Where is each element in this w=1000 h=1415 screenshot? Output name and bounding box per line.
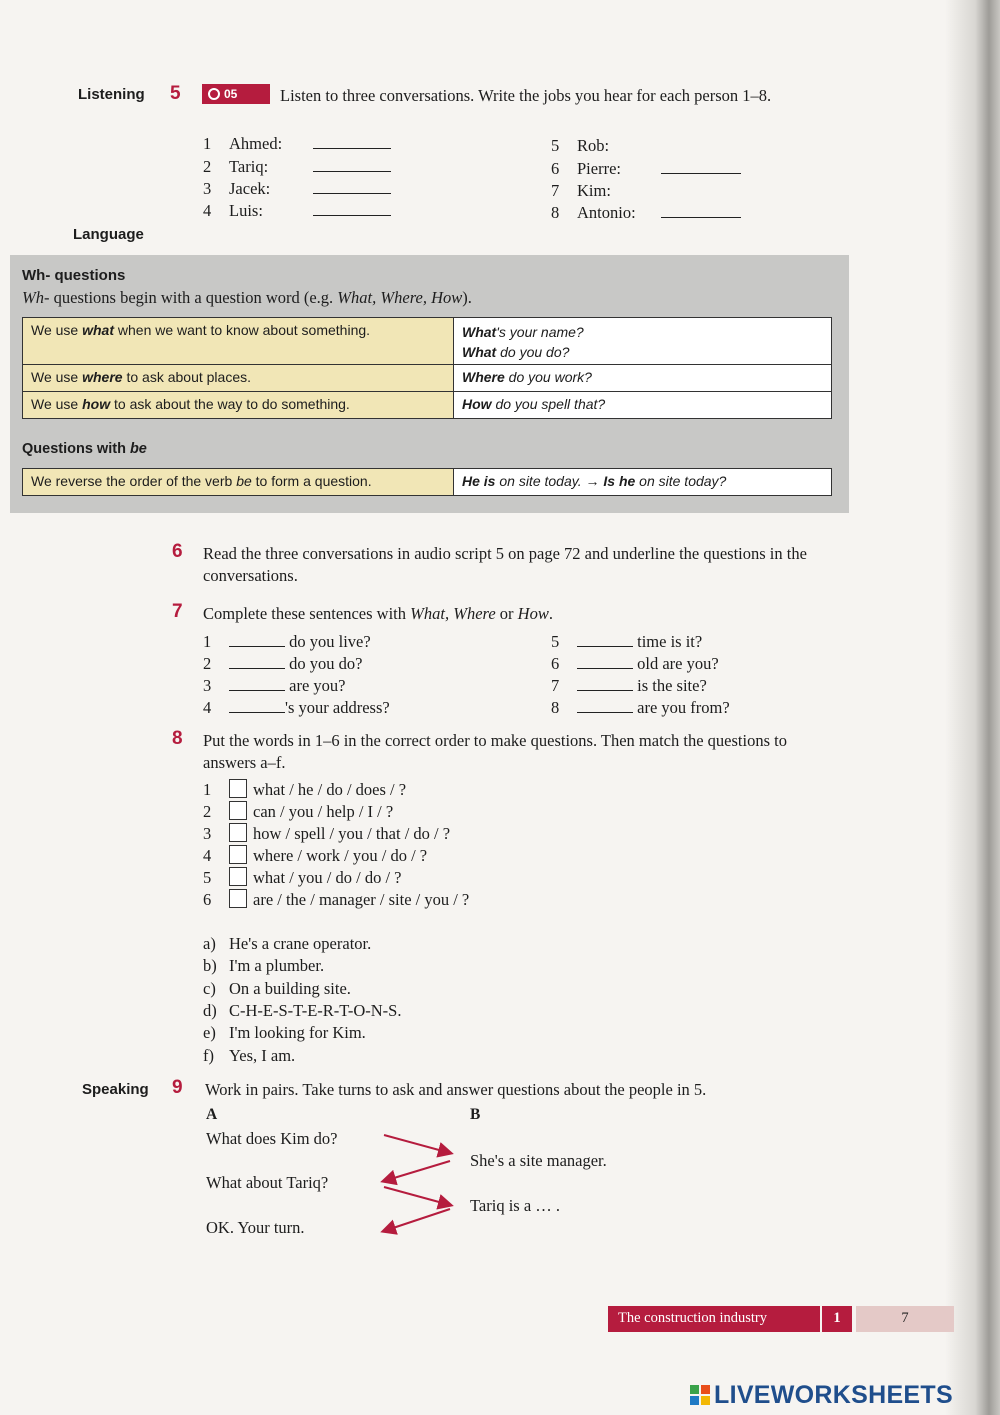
wh-example-where: Where do you work? xyxy=(454,364,832,392)
ex8-answer-box-1[interactable] xyxy=(229,779,247,798)
ex5-answer-blank-4[interactable] xyxy=(313,201,391,216)
ex7-item-2: 2 do you do? xyxy=(203,654,363,673)
wh-example-how: How do you spell that? xyxy=(454,391,832,419)
ex8-item-3: 3 how / spell / you / that / do / ? xyxy=(203,824,451,843)
liveworksheets-logo-icon xyxy=(690,1385,710,1405)
ex7-item-1: 1 do you live? xyxy=(203,632,371,651)
ex5-item-4: 4 Luis: xyxy=(203,201,391,221)
exercise-8-instruction: Put the words in 1–6 in the correct order to make questions. Then match the questions to answers a–f. xyxy=(203,731,787,772)
wh-rule-how: We use how to ask about the way to do something. xyxy=(22,391,454,419)
wh-example-what: What's your name? What do you do? xyxy=(454,317,832,365)
section-label-listening: Listening xyxy=(78,86,145,103)
ex5-answer-blank-6[interactable] xyxy=(661,159,741,174)
ex5-item-1: 1 Ahmed: xyxy=(203,134,391,154)
page-number: 7 xyxy=(856,1306,954,1332)
ex8-answer-box-4[interactable] xyxy=(229,845,247,864)
arrow-2-icon xyxy=(384,1161,450,1181)
ex7-blank-5[interactable] xyxy=(577,632,633,647)
ex8-answer-d: d) C-H-E-S-T-E-R-T-O-N-S. xyxy=(203,1001,402,1020)
wh-questions-heading: Wh- questions xyxy=(22,267,126,284)
ex8-item-1: 1 what / he / do / does / ? xyxy=(203,780,407,799)
ex7-blank-1[interactable] xyxy=(229,632,285,647)
ex5-item-7: 7 Kim: xyxy=(551,181,611,200)
ex8-item-4: 4 where / work / you / do / ? xyxy=(203,846,428,865)
ex8-answer-a: a) He's a crane operator. xyxy=(203,934,372,953)
dialogue-a-line-3: OK. Your turn. xyxy=(206,1218,305,1237)
ex7-blank-7[interactable] xyxy=(577,676,633,691)
ex8-item-5: 5 what / you / do / do / ? xyxy=(203,868,402,887)
page-edge-shadow xyxy=(945,0,1000,1415)
arrow-1-icon xyxy=(384,1135,450,1153)
ex8-answer-box-2[interactable] xyxy=(229,801,247,820)
arrow-3-icon xyxy=(384,1187,450,1205)
unit-number: 1 xyxy=(822,1306,852,1332)
ex5-item-6: 6 Pierre: xyxy=(551,159,741,179)
ex7-item-3: 3 are you? xyxy=(203,676,346,695)
ex5-answer-blank-8[interactable] xyxy=(661,203,741,218)
ex7-blank-3[interactable] xyxy=(229,676,285,691)
grammar-box xyxy=(10,255,849,513)
ex5-item-3: 3 Jacek: xyxy=(203,179,391,199)
arrow-4-icon xyxy=(384,1209,450,1231)
ex8-answer-box-5[interactable] xyxy=(229,867,247,886)
ex7-blank-4[interactable] xyxy=(229,698,285,713)
be-rule: We reverse the order of the verb be to form a question. xyxy=(22,468,454,496)
questions-with-be-heading: Questions with be xyxy=(22,441,147,457)
ex7-item-7: 7 is the site? xyxy=(551,676,707,695)
exercise-7-number: 7 xyxy=(172,601,183,622)
ex8-answer-box-6[interactable] xyxy=(229,889,247,908)
ex5-item-2: 2 Tariq: xyxy=(203,157,391,177)
exercise-5-instruction: Listen to three conversations. Write the jobs you hear for each person 1–8. xyxy=(280,86,772,105)
wh-rule-where: We use where to ask about places. xyxy=(22,364,454,392)
wh-questions-intro: Wh- questions begin with a question word (e.g. What, Where, How). xyxy=(22,288,472,307)
dialogue-b-line-1: She's a site manager. xyxy=(470,1151,607,1170)
ex5-item-8: 8 Antonio: xyxy=(551,203,741,223)
ex5-answer-blank-2[interactable] xyxy=(313,157,391,172)
wh-rule-what: We use what when we want to know about something. xyxy=(22,317,454,365)
ex8-answer-f: f) Yes, I am. xyxy=(203,1046,296,1065)
ex8-item-6: 6 are / the / manager / site / you / ? xyxy=(203,890,470,909)
exercise-7-instruction: Complete these sentences with What, Where or How. xyxy=(203,604,553,623)
section-label-language: Language xyxy=(73,226,144,243)
ex7-item-6: 6 old are you? xyxy=(551,654,719,673)
ex7-blank-6[interactable] xyxy=(577,654,633,669)
ex8-answer-c: c) On a building site. xyxy=(203,979,351,998)
dialogue-b-line-2: Tariq is a … . xyxy=(470,1196,561,1215)
exercise-8-number: 8 xyxy=(172,728,183,749)
ex7-item-8: 8 are you from? xyxy=(551,698,730,717)
exercise-9-instruction: Work in pairs. Take turns to ask and answer questions about the people in 5. xyxy=(205,1080,707,1099)
dialogue-a-line-2: What about Tariq? xyxy=(206,1173,329,1192)
dialogue-a-line-1: What does Kim do? xyxy=(206,1129,338,1148)
ex5-answer-blank-3[interactable] xyxy=(313,179,391,194)
exercise-6-instruction: Read the three conversations in audio script 5 on page 72 and underline the questions in the conversations. xyxy=(203,544,807,585)
dialogue-col-b-heading: B xyxy=(470,1106,481,1123)
section-label-speaking: Speaking xyxy=(82,1081,149,1098)
exercise-6-number: 6 xyxy=(172,541,183,562)
ex5-answer-blank-1[interactable] xyxy=(313,134,391,149)
audio-track-number: 05 xyxy=(224,87,238,101)
ex7-blank-2[interactable] xyxy=(229,654,285,669)
ex8-answer-box-3[interactable] xyxy=(229,823,247,842)
unit-title: The construction industry xyxy=(618,1310,768,1326)
ex8-answer-e: e) I'm looking for Kim. xyxy=(203,1023,366,1042)
be-example: He is on site today. → Is he on site today? xyxy=(454,468,832,496)
ex8-item-2: 2 can / you / help / I / ? xyxy=(203,802,394,821)
ex7-blank-8[interactable] xyxy=(577,698,633,713)
liveworksheets-logo: LIVEWORKSHEETS xyxy=(690,1382,953,1408)
exercise-5-number: 5 xyxy=(170,83,181,104)
dialogue-arrows xyxy=(370,1125,470,1240)
unit-footer-bar xyxy=(608,1306,820,1332)
dialogue-col-a-heading: A xyxy=(206,1106,218,1123)
exercise-9-number: 9 xyxy=(172,1077,183,1098)
ex5-item-5: 5 Rob: xyxy=(551,136,610,155)
ex7-item-4: 4 's your address? xyxy=(203,698,390,717)
ex8-answer-b: b) I'm a plumber. xyxy=(203,956,325,975)
ex7-item-5: 5 time is it? xyxy=(551,632,703,651)
